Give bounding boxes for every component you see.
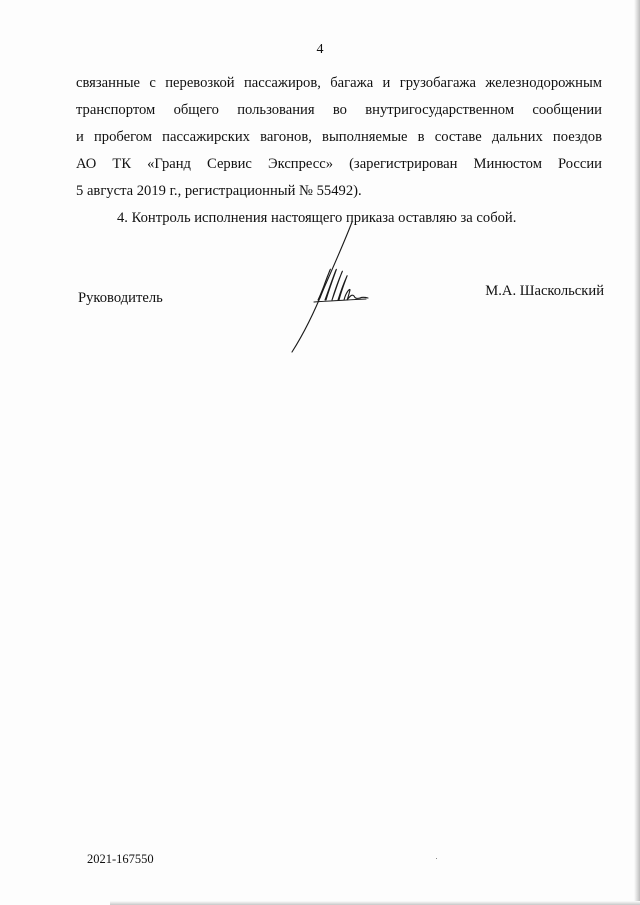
document-id: 2021-167550	[87, 852, 154, 866]
signatory-title: Руководитель	[78, 290, 163, 306]
document-body	[76, 70, 602, 232]
signatory-name: М.А. Шаскольский	[485, 283, 604, 299]
handwritten-signature-icon	[280, 218, 380, 358]
paragraph-line-5: 5 августа 2019 г., регистрационный № 55492).	[76, 183, 362, 199]
scan-edge-right	[634, 0, 640, 905]
scan-speck	[436, 858, 437, 859]
paragraph-line-2: транспортом общего пользования во внутригосударственном сообщении	[76, 102, 602, 118]
paragraph-line-4: АО ТК «Гранд Сервис Экспресс» (зарегистрирован Минюстом России	[76, 156, 602, 172]
paragraph-line-1: связанные с перевозкой пассажиров, багажа и грузобагажа железнодорожным	[76, 75, 602, 91]
paragraph-line-3: и пробегом пассажирских вагонов, выполняемые в составе дальних поездов	[76, 129, 602, 145]
page-number: 4	[316, 42, 324, 57]
clause-4: 4. Контроль исполнения настоящего приказа оставляю за собой.	[117, 210, 517, 226]
scan-edge-bottom	[110, 901, 640, 905]
